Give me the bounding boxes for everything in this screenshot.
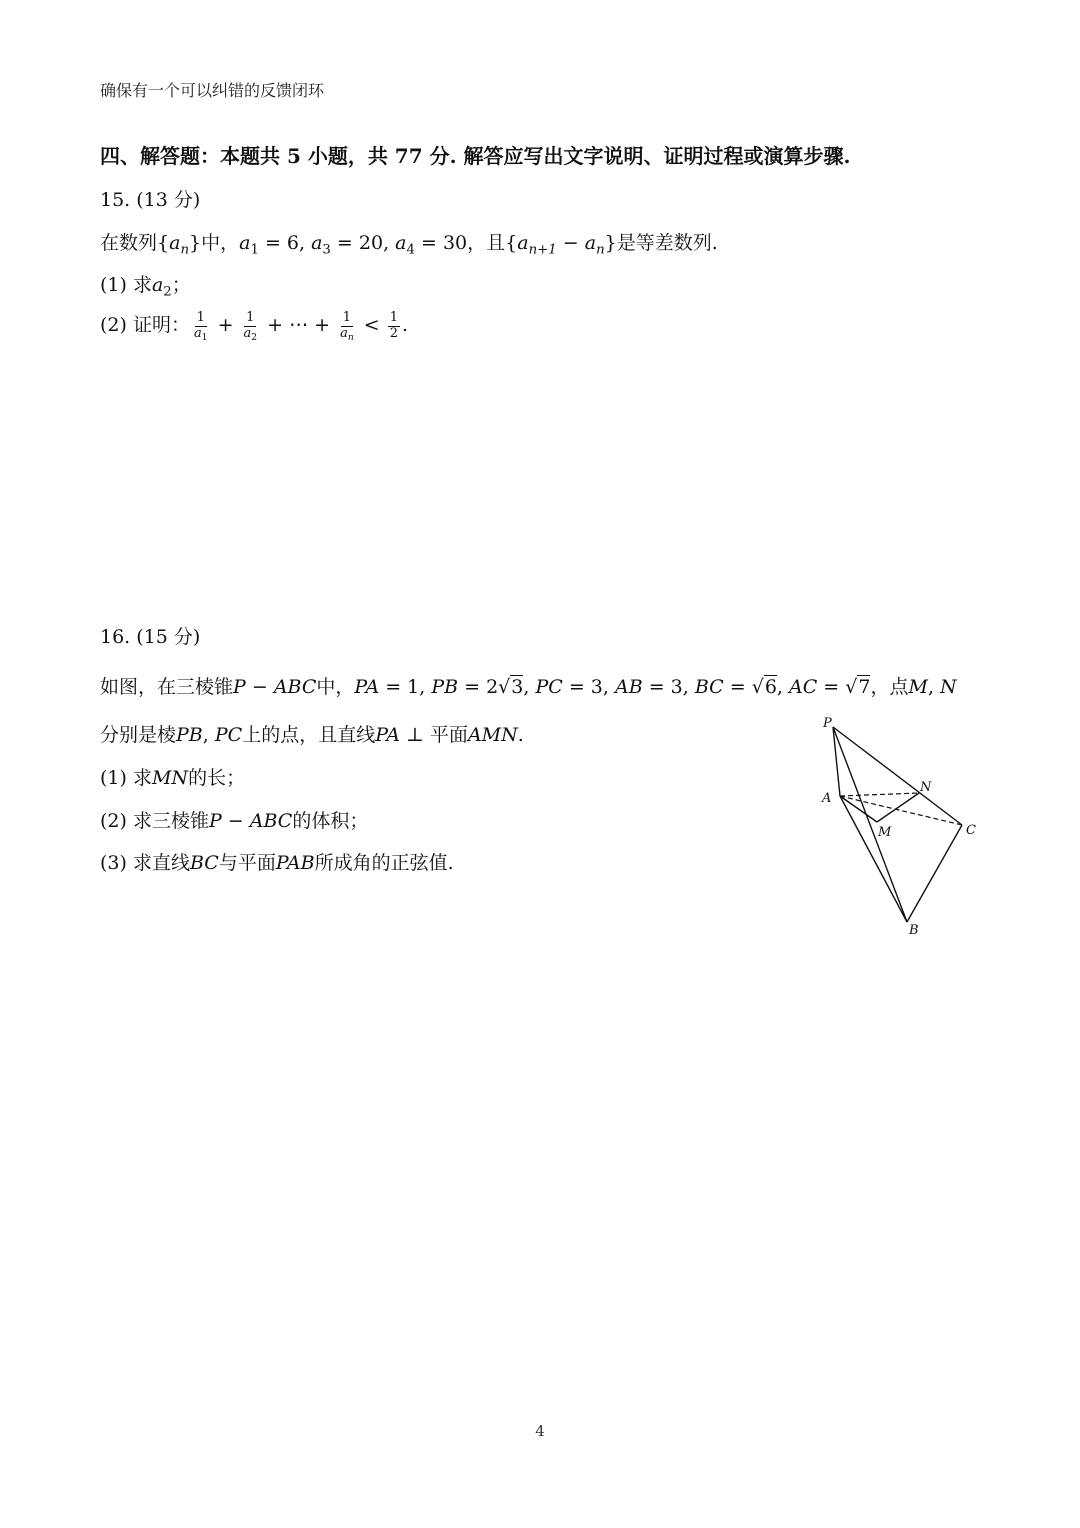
segment-mn [877,793,919,822]
question-15-part-2 [100,310,408,341]
q16-plane-pab: PAB [275,852,315,874]
question-16-number: 16. (15 分) [100,626,201,648]
q16-line2-mid: 上的点，且直线 [242,724,376,746]
q16-part3-mid: 与平面 [218,852,276,874]
page-number: 4 [535,1422,545,1440]
q15-part1-end: ； [171,274,191,296]
q16-lengths: PA = 1, PB = 2√3, PC = 3, AB = 3, BC = √6, AC = √7 [354,676,871,698]
q15-a2: $a_2$ [151,274,172,300]
q15-stem-prefix: 在数列 [100,232,158,254]
question-15-number: 15. (13 分) [100,189,201,211]
question-16-stem [100,672,957,699]
question-15-stem [100,228,718,258]
header-note: 确保有一个可以纠错的反馈闭环 [100,81,325,100]
section-title: 四、解答题：本题共 5 小题，共 77 分. 解答应写出文字说明、证明过程或演算步骤. [100,144,851,168]
label-c: C [966,823,976,838]
q16-edges: PB, PC [176,724,243,746]
q16-pyramid-2: P − ABC [208,810,293,832]
q16-line2-perp: 平面 [429,724,468,746]
q16-part1-label: (1) 求 [100,767,152,789]
pyramid-figure [810,705,1000,945]
edge-pc [833,727,962,825]
question-16-part-2 [100,806,368,833]
q16-pyramid: P − ABC [233,676,317,698]
q15-part2-label: (2) 证明： [100,314,190,336]
question-16-part-3 [100,848,454,875]
label-a: A [822,791,832,806]
label-m: M [878,825,892,840]
question-16-part-1 [100,763,245,790]
q16-line-pa: PA [375,724,400,746]
q16-part3-end: 所成角的正弦值. [314,852,454,874]
q16-part2-label: (2) 求三棱锥 [100,810,209,832]
q16-part1-end: 的长； [188,767,246,789]
q16-line2-end: . [517,724,524,746]
q16-plane-amn: AMN [467,724,518,746]
q16-stem-prefix: 如图，在三棱锥 [100,676,234,698]
q15-part2-end: . [402,314,409,336]
q15-diff-seq: $\{a_{n+1} - a_n\}$ [505,232,617,258]
edge-pb [833,727,907,922]
q16-part3-label: (3) 求直线 [100,852,190,874]
q15-inequality: $\frac{1}{a_1}$ + $\frac{1}{a_2}$ + ⋯ + $\frac{1}{a_n}$ < $\frac{1}{2}$ [193,310,398,343]
q16-bc: BC [189,852,219,874]
segment-an-hidden [840,793,919,796]
q15-part1-label: (1) 求 [100,274,152,296]
q15-stem-suffix: 是等差数列. [616,232,718,254]
label-b: B [909,923,919,938]
q16-mn: MN [151,767,189,789]
q16-stem-mid: 中， [316,676,355,698]
q16-line2-prefix: 分别是棱 [100,724,177,746]
q15-seq-an: $\{a_n\}$ [157,232,202,258]
q16-stem-sep: ，点 [870,676,909,698]
question-15-part-1 [100,270,191,300]
label-n: N [920,780,932,795]
q16-points: M, N [908,676,957,698]
q15-stem-mid: 中， [201,232,240,254]
label-p: P [823,716,832,731]
edge-bc [907,825,962,922]
q15-conditions: $a_1 = 6$, $a_3 = 20$, $a_4 = 30$ [239,232,468,258]
q15-stem-cond-sep: ，且 [467,232,506,254]
edge-ab [840,796,907,922]
q16-part2-end: 的体积； [292,810,369,832]
question-16-line-2: 分别是棱PB, PC上的点，且直线PA ⊥ 平面AMN. [100,724,524,746]
